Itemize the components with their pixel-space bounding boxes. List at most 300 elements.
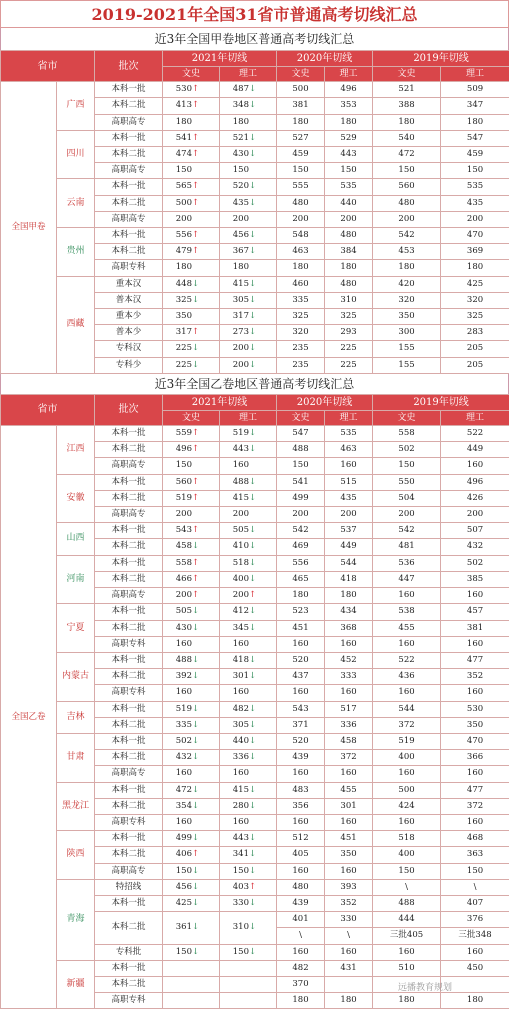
cell-value: 449 bbox=[325, 539, 373, 555]
arrow-up-icon: ↑ bbox=[192, 147, 204, 162]
arrow-down-icon: ↓ bbox=[192, 702, 204, 717]
cell-value: 453 bbox=[373, 244, 441, 260]
cell-value: 544 bbox=[325, 555, 373, 571]
cell-value: 385 bbox=[441, 571, 509, 587]
arrow-up-icon: ↑ bbox=[192, 426, 204, 441]
cell-value: 325 bbox=[277, 309, 325, 325]
value-text: 150 bbox=[231, 864, 249, 879]
cell-value: 470 bbox=[441, 733, 509, 749]
cell-value: 543 bbox=[277, 701, 325, 717]
cell-value: 350 bbox=[373, 309, 441, 325]
cell-value: 320 bbox=[373, 292, 441, 308]
value-text: 341 bbox=[231, 847, 249, 862]
cell-value: 439 bbox=[277, 895, 325, 911]
batch-name: 特招线 bbox=[95, 879, 163, 895]
cell-value bbox=[163, 944, 220, 960]
table-row bbox=[1, 733, 509, 749]
cell-value bbox=[220, 636, 277, 652]
batch-name: 本科二批 bbox=[95, 147, 163, 163]
cell-value bbox=[163, 895, 220, 911]
cell-value: 180 bbox=[277, 588, 325, 604]
value-text: 335 bbox=[174, 718, 192, 733]
value-text: 472 bbox=[174, 783, 192, 798]
cell-value bbox=[163, 260, 220, 276]
cell-value: 502 bbox=[441, 555, 509, 571]
province-name: 甘肃 bbox=[57, 733, 95, 782]
value-text: 200 bbox=[231, 507, 249, 522]
value-text: 200 bbox=[231, 341, 249, 356]
cell-value bbox=[220, 652, 277, 668]
cell-value: 488 bbox=[373, 895, 441, 911]
batch-name: 本科二批 bbox=[95, 195, 163, 211]
cell-value: 356 bbox=[277, 798, 325, 814]
arrow-down-icon: ↓ bbox=[249, 702, 261, 717]
cell-value bbox=[163, 147, 220, 163]
cell-value: 536 bbox=[373, 555, 441, 571]
value-text: 305 bbox=[231, 718, 249, 733]
cell-value bbox=[220, 523, 277, 539]
cell-value bbox=[163, 507, 220, 523]
group-label: 全国乙卷 bbox=[1, 426, 57, 1009]
batch-name: 高职专科 bbox=[95, 814, 163, 830]
batch-name: 本科一批 bbox=[95, 130, 163, 146]
value-text: 482 bbox=[231, 702, 249, 717]
cell-value bbox=[220, 98, 277, 114]
cell-value bbox=[220, 474, 277, 490]
arrow-up-icon: ↑ bbox=[192, 325, 204, 340]
cell-value: 160 bbox=[277, 766, 325, 782]
cell-value: 521 bbox=[373, 82, 441, 98]
batch-name: 重本少 bbox=[95, 309, 163, 325]
cell-value: 482 bbox=[277, 960, 325, 976]
batch-name: 本科二批 bbox=[95, 717, 163, 733]
cell-value: 200 bbox=[325, 507, 373, 523]
arrow-down-icon: ↓ bbox=[249, 309, 261, 324]
cell-value: 504 bbox=[373, 490, 441, 506]
arrow-down-icon: ↓ bbox=[249, 783, 261, 798]
cell-value: 547 bbox=[277, 426, 325, 442]
batch-name: 高职高专 bbox=[95, 766, 163, 782]
batch-name: 高职高专 bbox=[95, 588, 163, 604]
cell-value: 452 bbox=[325, 652, 373, 668]
tableB-grid bbox=[0, 394, 509, 1009]
cell-value bbox=[163, 976, 220, 992]
batch-name: 本科二批 bbox=[95, 669, 163, 685]
arrow-down-icon: ↓ bbox=[192, 718, 204, 733]
cell-value bbox=[163, 292, 220, 308]
batch-name: 本科二批 bbox=[95, 620, 163, 636]
cell-value: 155 bbox=[373, 357, 441, 373]
value-text: 474 bbox=[174, 147, 192, 162]
cell-value: 200 bbox=[373, 211, 441, 227]
cell-value: 499 bbox=[277, 490, 325, 506]
arrow-down-icon: ↓ bbox=[249, 604, 261, 619]
cell-value: 523 bbox=[277, 604, 325, 620]
cell-value bbox=[163, 474, 220, 490]
cell-value bbox=[220, 669, 277, 685]
batch-name: 高职专科 bbox=[95, 685, 163, 701]
arrow-up-icon: ↑ bbox=[249, 588, 261, 603]
arrow-down-icon: ↓ bbox=[249, 523, 261, 538]
cell-value bbox=[220, 782, 277, 798]
cell-value: 556 bbox=[277, 555, 325, 571]
cell-value bbox=[163, 960, 220, 976]
value-text: 500 bbox=[174, 196, 192, 211]
cell-value: 535 bbox=[325, 426, 373, 442]
cell-value bbox=[220, 341, 277, 357]
arrow-down-icon: ↓ bbox=[249, 653, 261, 668]
cell-value: 458 bbox=[325, 733, 373, 749]
cell-value: 150 bbox=[373, 863, 441, 879]
value-text: 160 bbox=[231, 685, 249, 700]
cell-value: 384 bbox=[325, 244, 373, 260]
batch-name: 本科一批 bbox=[95, 82, 163, 98]
value-text: 160 bbox=[231, 458, 249, 473]
arrow-down-icon: ↓ bbox=[249, 244, 261, 259]
cell-value: \ bbox=[441, 879, 509, 895]
cell-value bbox=[220, 798, 277, 814]
province-name: 西藏 bbox=[57, 276, 95, 373]
cell-value: 200 bbox=[277, 507, 325, 523]
cell-value: 463 bbox=[277, 244, 325, 260]
cell-value: 160 bbox=[325, 863, 373, 879]
province-name: 山西 bbox=[57, 523, 95, 555]
cell-value bbox=[220, 960, 277, 976]
arrow-down-icon: ↓ bbox=[249, 539, 261, 554]
arrow-down-icon: ↓ bbox=[249, 228, 261, 243]
cell-value: 310 bbox=[325, 292, 373, 308]
value-text: 530 bbox=[174, 82, 192, 97]
cell-value: 366 bbox=[441, 750, 509, 766]
batch-name: 普本汉 bbox=[95, 292, 163, 308]
cell-value bbox=[220, 82, 277, 98]
cell-value: 400 bbox=[373, 750, 441, 766]
cell-value: 496 bbox=[441, 474, 509, 490]
arrow-down-icon: ↓ bbox=[249, 179, 261, 194]
cell-value: 451 bbox=[325, 831, 373, 847]
cell-value: 160 bbox=[373, 636, 441, 652]
cell-value: 160 bbox=[441, 588, 509, 604]
arrow-down-icon: ↓ bbox=[249, 718, 261, 733]
cell-value: 325 bbox=[441, 309, 509, 325]
cell-value bbox=[220, 292, 277, 308]
value-text: 456 bbox=[174, 880, 192, 895]
value-text: 556 bbox=[174, 228, 192, 243]
cell-value: 544 bbox=[373, 701, 441, 717]
cell-value: 381 bbox=[277, 98, 325, 114]
cell-value: 160 bbox=[277, 944, 325, 960]
cell-value: 548 bbox=[277, 228, 325, 244]
cell-value: 517 bbox=[325, 701, 373, 717]
arrow-down-icon: ↓ bbox=[192, 734, 204, 749]
cell-value bbox=[163, 750, 220, 766]
cell-value bbox=[220, 993, 277, 1009]
cell-value bbox=[163, 357, 220, 373]
province-name: 青海 bbox=[57, 879, 95, 960]
cell-value bbox=[163, 604, 220, 620]
cell-value: 432 bbox=[441, 539, 509, 555]
header-batch: 批次 bbox=[95, 394, 163, 425]
table-row bbox=[1, 474, 509, 490]
batch-name: 本科一批 bbox=[95, 555, 163, 571]
province-name: 贵州 bbox=[57, 228, 95, 277]
cell-value: 470 bbox=[441, 228, 509, 244]
value-text: 350 bbox=[174, 309, 192, 324]
value-text: 180 bbox=[231, 260, 249, 275]
header-2020: 2020年切线 bbox=[277, 394, 373, 410]
cell-value bbox=[220, 442, 277, 458]
cell-value bbox=[163, 571, 220, 587]
cell-value bbox=[163, 636, 220, 652]
cell-value bbox=[163, 426, 220, 442]
cell-value bbox=[163, 831, 220, 847]
value-text: 432 bbox=[174, 750, 192, 765]
cell-value: 352 bbox=[441, 669, 509, 685]
cell-value: 447 bbox=[373, 571, 441, 587]
cell-value bbox=[220, 244, 277, 260]
cell-value: 437 bbox=[277, 669, 325, 685]
province-name: 内蒙古 bbox=[57, 652, 95, 701]
batch-name: 普本少 bbox=[95, 325, 163, 341]
value-text: 499 bbox=[174, 831, 192, 846]
cell-value: 180 bbox=[441, 114, 509, 130]
cell-value: 420 bbox=[373, 276, 441, 292]
table-row bbox=[1, 555, 509, 571]
cell-value: 465 bbox=[277, 571, 325, 587]
cell-value: 401 bbox=[277, 912, 325, 928]
table-b bbox=[0, 394, 509, 1009]
cell-value: 235 bbox=[277, 341, 325, 357]
cell-value: 160 bbox=[325, 636, 373, 652]
batch-name: 本科二批 bbox=[95, 750, 163, 766]
table-row bbox=[1, 831, 509, 847]
cell-value: 527 bbox=[277, 130, 325, 146]
table-row bbox=[1, 228, 509, 244]
cell-value: 160 bbox=[373, 814, 441, 830]
value-text: 425 bbox=[174, 896, 192, 911]
arrow-down-icon: ↓ bbox=[249, 920, 261, 935]
cell-value: 200 bbox=[325, 211, 373, 227]
value-text: 415 bbox=[231, 277, 249, 292]
value-text: 361 bbox=[174, 920, 192, 935]
cell-value bbox=[220, 701, 277, 717]
value-text: 160 bbox=[174, 637, 192, 652]
batch-name: 高职高专 bbox=[95, 863, 163, 879]
value-text: 160 bbox=[174, 766, 192, 781]
cell-value: 150 bbox=[373, 458, 441, 474]
value-text: 180 bbox=[174, 260, 192, 275]
cell-value: 336 bbox=[325, 717, 373, 733]
cell-value: 540 bbox=[373, 130, 441, 146]
header-2021: 2021年切线 bbox=[163, 394, 277, 410]
arrow-down-icon: ↓ bbox=[249, 831, 261, 846]
province-name: 云南 bbox=[57, 179, 95, 228]
arrow-down-icon: ↓ bbox=[249, 131, 261, 146]
cell-value: 333 bbox=[325, 669, 373, 685]
cell-value: 488 bbox=[277, 442, 325, 458]
cell-value: 353 bbox=[325, 98, 373, 114]
value-text: 558 bbox=[174, 556, 192, 571]
cell-value: 325 bbox=[325, 309, 373, 325]
cell-value bbox=[163, 652, 220, 668]
arrow-up-icon: ↑ bbox=[192, 228, 204, 243]
arrow-up-icon: ↑ bbox=[192, 588, 204, 603]
arrow-down-icon: ↓ bbox=[192, 920, 204, 935]
value-text: 305 bbox=[231, 293, 249, 308]
value-text: 406 bbox=[174, 847, 192, 862]
cell-value bbox=[163, 163, 220, 179]
value-text: 435 bbox=[231, 196, 249, 211]
cell-value bbox=[220, 114, 277, 130]
cell-value bbox=[220, 620, 277, 636]
header-batch: 批次 bbox=[95, 51, 163, 82]
arrow-down-icon: ↓ bbox=[192, 653, 204, 668]
value-text: 488 bbox=[231, 475, 249, 490]
value-text: 430 bbox=[174, 621, 192, 636]
cell-value: 372 bbox=[373, 717, 441, 733]
cell-value bbox=[220, 276, 277, 292]
arrow-down-icon: ↓ bbox=[249, 864, 261, 879]
value-text: 160 bbox=[231, 815, 249, 830]
cell-value: 537 bbox=[325, 523, 373, 539]
value-text: 443 bbox=[231, 831, 249, 846]
cell-value bbox=[220, 895, 277, 911]
batch-name: 本科二批 bbox=[95, 539, 163, 555]
header-region: 省市 bbox=[1, 51, 95, 82]
cell-value bbox=[220, 130, 277, 146]
cell-value bbox=[220, 766, 277, 782]
batch-name: 专科批 bbox=[95, 944, 163, 960]
arrow-up-icon: ↑ bbox=[192, 491, 204, 506]
cell-value: 451 bbox=[277, 620, 325, 636]
cell-value: 180 bbox=[325, 260, 373, 276]
value-text: 520 bbox=[231, 179, 249, 194]
cell-value bbox=[163, 685, 220, 701]
value-text: 456 bbox=[231, 228, 249, 243]
cell-value: 443 bbox=[325, 147, 373, 163]
cell-value: 520 bbox=[277, 652, 325, 668]
value-text: 330 bbox=[231, 896, 249, 911]
cell-value: 381 bbox=[441, 620, 509, 636]
cell-value bbox=[325, 976, 373, 992]
batch-name: 本科一批 bbox=[95, 604, 163, 620]
arrow-down-icon: ↓ bbox=[249, 442, 261, 457]
cell-value: 469 bbox=[277, 539, 325, 555]
cell-value: 363 bbox=[441, 847, 509, 863]
batch-name: 高职高专 bbox=[95, 458, 163, 474]
cell-value bbox=[220, 260, 277, 276]
cell-value: 180 bbox=[373, 260, 441, 276]
arrow-down-icon: ↓ bbox=[249, 572, 261, 587]
cell-value bbox=[163, 82, 220, 98]
cell-value bbox=[220, 490, 277, 506]
arrow-down-icon: ↓ bbox=[192, 783, 204, 798]
value-text: 543 bbox=[174, 523, 192, 538]
value-text: 345 bbox=[231, 621, 249, 636]
arrow-down-icon: ↓ bbox=[249, 847, 261, 862]
table-b-subtitle: 近3年全国乙卷地区普通高考切线汇总 bbox=[0, 374, 509, 394]
cell-value bbox=[163, 211, 220, 227]
cell-value: 477 bbox=[441, 652, 509, 668]
cell-value: 541 bbox=[277, 474, 325, 490]
value-text: 225 bbox=[174, 358, 192, 373]
cell-value: 436 bbox=[373, 669, 441, 685]
cell-value: 555 bbox=[277, 179, 325, 195]
batch-name: 本科一批 bbox=[95, 831, 163, 847]
cell-value: 301 bbox=[325, 798, 373, 814]
cell-value: 560 bbox=[373, 179, 441, 195]
batch-name: 本科一批 bbox=[95, 179, 163, 195]
cell-value bbox=[220, 588, 277, 604]
cell-value: 160 bbox=[373, 588, 441, 604]
arrow-down-icon: ↓ bbox=[249, 945, 261, 960]
cell-value bbox=[220, 228, 277, 244]
cell-value: 500 bbox=[277, 82, 325, 98]
cell-value bbox=[220, 195, 277, 211]
cell-value bbox=[163, 309, 220, 325]
cell-value: 150 bbox=[277, 163, 325, 179]
cell-value: 160 bbox=[325, 458, 373, 474]
table-row bbox=[1, 879, 509, 895]
province-name: 陕西 bbox=[57, 831, 95, 880]
table-row bbox=[1, 179, 509, 195]
batch-name: 本科一批 bbox=[95, 701, 163, 717]
cell-value: 418 bbox=[325, 571, 373, 587]
cell-value: 150 bbox=[441, 163, 509, 179]
arrow-down-icon: ↓ bbox=[192, 669, 204, 684]
cell-value: 405 bbox=[277, 847, 325, 863]
cell-value bbox=[163, 539, 220, 555]
arrow-down-icon: ↓ bbox=[249, 896, 261, 911]
cell-value: 510 bbox=[373, 960, 441, 976]
arrow-up-icon: ↑ bbox=[249, 880, 261, 895]
arrow-up-icon: ↑ bbox=[192, 196, 204, 211]
value-text: 150 bbox=[174, 864, 192, 879]
header-2019: 2019年切线 bbox=[373, 51, 509, 67]
cell-value: \ bbox=[373, 879, 441, 895]
cell-value: 472 bbox=[373, 147, 441, 163]
value-text: 200 bbox=[231, 358, 249, 373]
value-text: 348 bbox=[231, 98, 249, 113]
cell-value: \ bbox=[325, 928, 373, 944]
cell-value: 320 bbox=[441, 292, 509, 308]
value-text: 466 bbox=[174, 572, 192, 587]
cell-value: 435 bbox=[325, 490, 373, 506]
cell-value bbox=[163, 701, 220, 717]
batch-name: 本科二批 bbox=[95, 912, 163, 944]
header-wen: 文史 bbox=[277, 67, 325, 82]
cell-value: 160 bbox=[441, 458, 509, 474]
tableA-grid bbox=[0, 50, 509, 374]
arrow-up-icon: ↑ bbox=[192, 82, 204, 97]
table-row bbox=[1, 276, 509, 292]
header-li: 理工 bbox=[325, 67, 373, 82]
cell-value bbox=[163, 114, 220, 130]
cell-value bbox=[220, 863, 277, 879]
batch-name: 本科二批 bbox=[95, 571, 163, 587]
header-wen: 文史 bbox=[373, 67, 441, 82]
value-text: 200 bbox=[174, 588, 192, 603]
table-row bbox=[1, 426, 509, 442]
batch-name: 本科二批 bbox=[95, 976, 163, 992]
cell-value bbox=[220, 163, 277, 179]
batch-name: 本科一批 bbox=[95, 652, 163, 668]
arrow-up-icon: ↑ bbox=[192, 572, 204, 587]
value-text: 180 bbox=[174, 115, 192, 130]
cell-value: 480 bbox=[325, 228, 373, 244]
cell-value bbox=[163, 276, 220, 292]
cell-value: 180 bbox=[373, 993, 441, 1009]
